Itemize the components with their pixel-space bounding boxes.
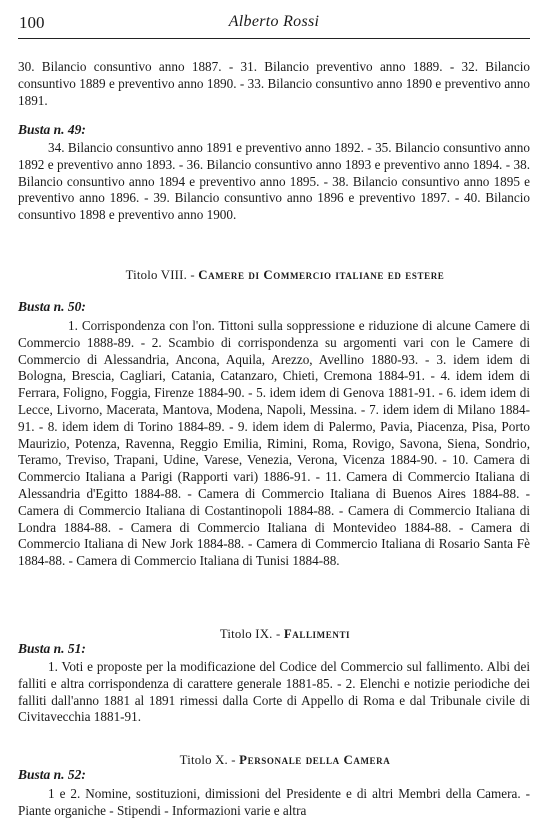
paragraph-busta48-continued: 30. Bilancio consuntivo anno 1887. - 31. Bilancio preventivo anno 1889. - 32. Bilancio consuntivo 1889 e preventivo anno 1890. - 33. Bilancio consuntivo anno 1890 e preventivo anno 1891. [18, 59, 530, 108]
section-title-viii-label: Camere di Commercio italiane ed estere [198, 268, 445, 282]
section-title-viii-prefix: Titolo VIII. - [125, 268, 199, 282]
busta-51-label: Busta n. 51: [18, 641, 86, 656]
page-number: 100 [19, 13, 45, 32]
section-title-ix-label: Fallimenti [283, 627, 351, 641]
section-title-x-label: Personale della Camera [239, 753, 391, 767]
paragraph-busta49: 34. Bilancio consuntivo anno 1891 e preventivo anno 1892. - 35. Bilancio consuntivo anno 1892 e preventivo anno 1893. - 36. Bilancio consuntivo anno 1893 e preventivo anno 1894. - 38. Bilancio consuntivo anno 1894 e preventivo anno 1895. - 38. Bilancio consuntivo anno 1895 e preventivo anno 1896. - 39. Bilancio consuntivo anno 1896 e preventivo 1897. - 40. Bilancio consuntivo 1898 e preventivo anno 1900. [18, 140, 530, 223]
page-header [18, 8, 530, 39]
busta-49-label: Busta n. 49: [18, 122, 86, 137]
section-title-x [40, 753, 530, 768]
paragraph-busta52: 1 e 2. Nomine, sostituzioni, dimissioni del Presidente e di altri Membri della Camera. - Piante organiche - Stipendi - Informazioni varie e altra [18, 786, 530, 818]
busta-52-label: Busta n. 52: [18, 767, 86, 782]
section-title-ix [40, 627, 530, 642]
section-title-viii [40, 268, 530, 283]
busta-50-label: Busta n. 50: [18, 299, 86, 314]
section-title-x-prefix: Titolo X. - [179, 753, 240, 767]
section-title-ix-prefix: Titolo IX. - [219, 627, 284, 641]
paragraph-busta51: 1. Voti e proposte per la modificazione del Codice del Commercio sul fallimento. Albi dei falliti e altra corrispondenza di carattere generale 1881-85. - 2. Elenchi e notizie periodiche dei falliti dall'anno 1881 al 1891 rimessi dalla Corte di Appello di Roma e dal Tribunale civile di Civitavecchia 1881-91. [18, 659, 530, 725]
running-title: Alberto Rossi [228, 13, 320, 30]
paragraph-busta50: 1. Corrispondenza con l'on. Tittoni sulla soppressione e riduzione di alcune Camere di Commercio 1888-89. - 2. Scambio di corrispondenza su argomenti vari con le Camere di Commercio di Alessandria, Ancona, Aquila, Arezzo, Avellino 1880-93. - 3. idem idem di Bologna, Brescia, Cagliari, Catania, Catanzaro, Chieti, Cremona 1884-91. - 4. idem idem di Ferrara, Foligno, Foggia, Firenze 1884-90. - 5. idem idem di Genova 1881-91. - 6. idem idem di Lecce, Livorno, Macerata, Mantova, Modena, Napoli, Messina. - 7. idem idem di Milano 1884-91. - 8. idem idem di Torino 1884-89. - 9. idem idem di Palermo, Pavia, Piacenza, Pisa, Porto Maurizio, Potenza, Ravenna, Reggio Emilia, Rimini, Roma, Rovigo, Savona, Siena, Sondrio, Teramo, Treviso, Trapani, Udine, Varese, Venezia, Verona, Vicenza 1884-90. - 10. Camera di Commercio Italiana a Parigi (Rapporti vari) 1886-91. - 11. Camera di Commercio Italiana di Alessandria d'Egitto 1884-88. - Camera di Commercio Italiana di Buenos Aires 1884-88. - Camera di Commercio Italiana di Costantinopoli 1884-88. - Camera di Commercio Italiana di Londra 1884-88. - Camera di Commercio Italiana di Montevideo 1884-88. - Camera di Commercio Italiana di New Jork 1884-88. - Camera di Commercio Italiana di Rosario Santa Fè 1884-88. - Camera di Commercio Italiana di Tunisi 1884-88. [18, 318, 530, 569]
